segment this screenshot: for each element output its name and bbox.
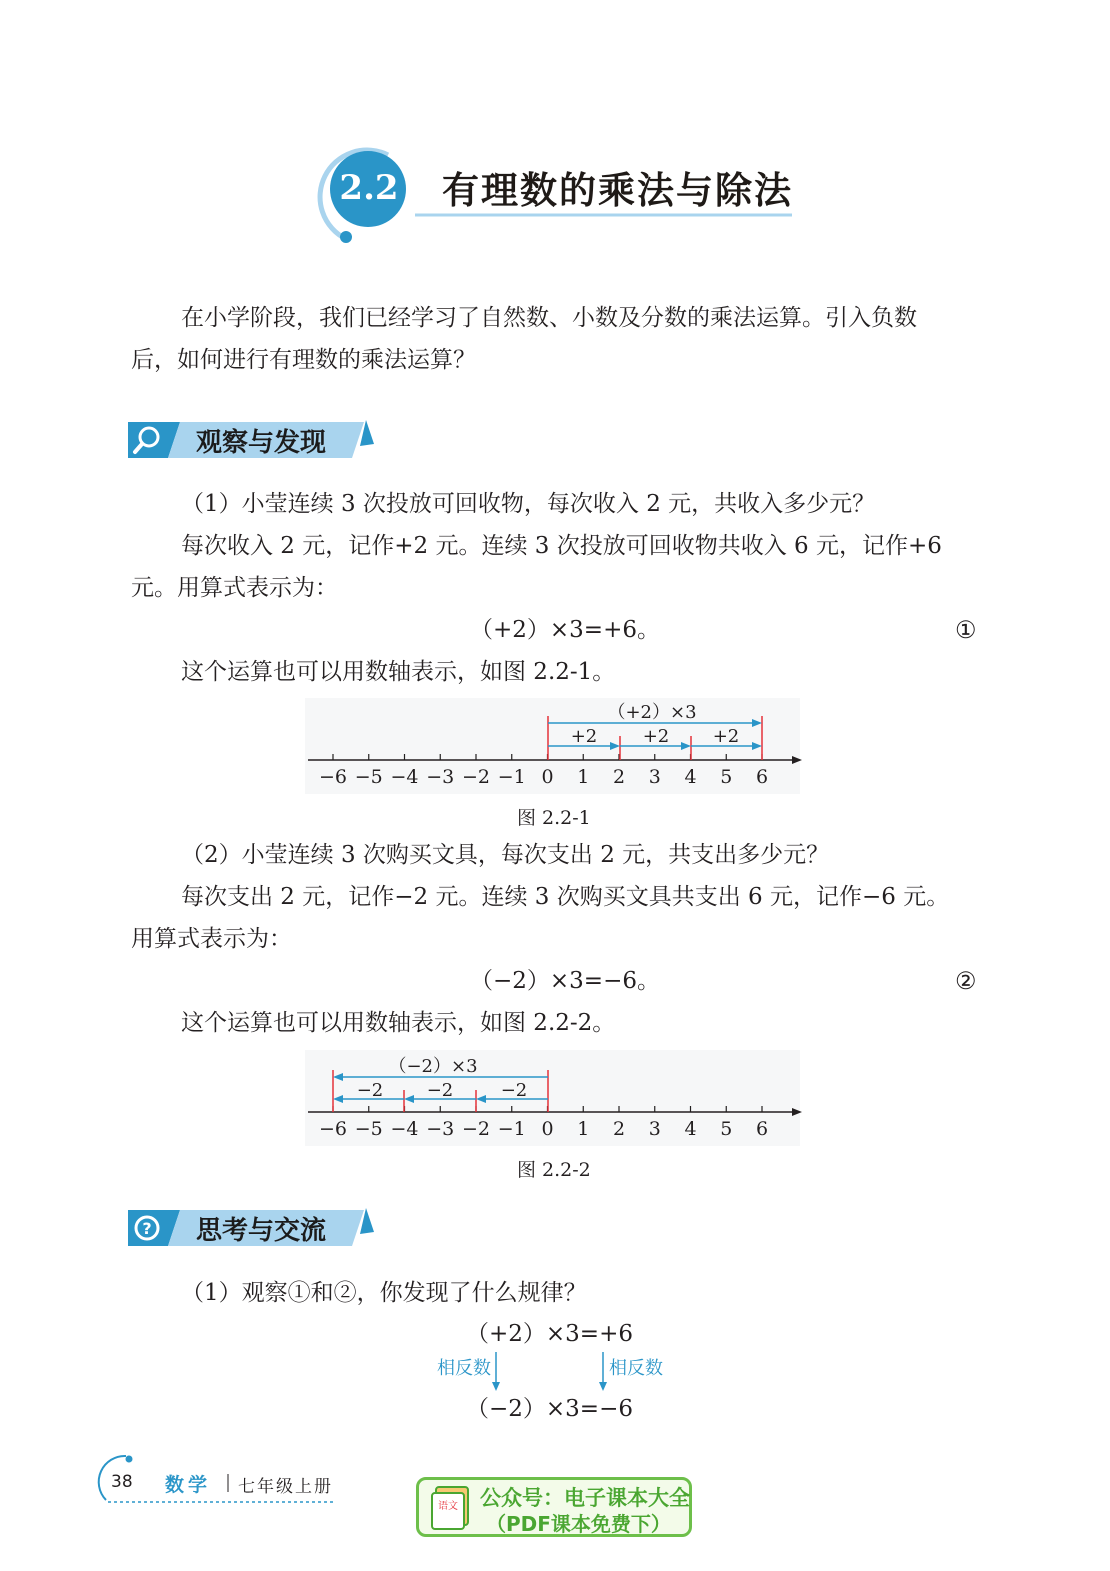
fig2-total-label: （−2）×3 [388, 1056, 478, 1077]
fig1-step-label: +2 [570, 726, 598, 747]
think-eq-bottom: （−2）×3=−6 [466, 1396, 633, 1422]
observe-q2: （2）小莹连续 3 次购买文具，每次支出 2 元，共支出多少元？ [181, 842, 830, 868]
axis-tick-label: 2 [612, 766, 626, 788]
fig2-step-label: −2 [356, 1080, 384, 1101]
axis-tick-label: 5 [720, 766, 733, 788]
footer-book: 七年级上册 [238, 1477, 333, 1497]
equation-1: （+2）×3=+6。 [470, 617, 660, 643]
axis-tick-label: −5 [354, 766, 383, 788]
figure-2-2-1 [300, 696, 810, 796]
section-number: 2.2 [339, 168, 399, 208]
svg-text:?: ? [142, 1219, 152, 1238]
equation-1-note: 这个运算也可以用数轴表示，如图 2.2-1。 [181, 659, 616, 685]
axis-tick-label: −6 [318, 766, 348, 788]
observe-a1-line-1: 每次收入 2 元，记作+2 元。连续 3 次投放可回收物共收入 6 元，记作+6 [181, 533, 942, 559]
fig1-total-label: （+2）×3 [607, 702, 697, 723]
watermark-line-1: 公众号：电子课本大全 [480, 1486, 690, 1510]
axis-tick-label: 3 [648, 1118, 661, 1140]
equation-2-mark: ② [955, 967, 977, 995]
watermark-line-2: （PDF课本免费下） [486, 1512, 671, 1536]
axis-tick-label: 4 [684, 1118, 697, 1140]
equation-2: （−2）×3=−6。 [470, 968, 660, 994]
axis-tick-label: 3 [648, 766, 661, 788]
axis-tick-label: 0 [541, 1118, 554, 1140]
axis-tick-label: −6 [318, 1118, 348, 1140]
footer-subject: 数学 [165, 1474, 212, 1496]
fig1-step-label: +2 [712, 726, 740, 747]
think-q1: （1）观察①和②，你发现了什么规律？ [181, 1280, 587, 1306]
observe-heading: 观察与发现 [196, 428, 327, 458]
equation-2-note: 这个运算也可以用数轴表示，如图 2.2-2。 [181, 1010, 616, 1036]
axis-tick-label: −3 [426, 766, 455, 788]
observe-a2-line-2: 用算式表示为： [131, 926, 292, 952]
left-opposite-note: 相反数 [437, 1358, 491, 1379]
axis-tick-label: −1 [497, 1118, 526, 1140]
axis-tick-label: −2 [461, 1118, 491, 1140]
page-number: 38 [111, 1472, 133, 1492]
fig1-caption: 图 2.2-1 [517, 807, 591, 829]
think-eq-top: （+2）×3=+6 [466, 1321, 633, 1347]
axis-tick-label: 5 [720, 1118, 733, 1140]
think-heading: 思考与交流 [196, 1216, 327, 1246]
observe-q1: （1）小莹连续 3 次投放可回收物，每次收入 2 元，共收入多少元？ [181, 491, 876, 517]
axis-tick-label: −2 [461, 766, 491, 788]
equation-1-mark: ① [955, 616, 977, 644]
axis-tick-label: 6 [755, 766, 769, 788]
intro-line-2: 后，如何进行有理数的乘法运算？ [131, 347, 476, 373]
title-dot [340, 231, 352, 243]
axis-tick-label: 2 [612, 1118, 626, 1140]
fig2-caption: 图 2.2-2 [517, 1159, 591, 1181]
opposite-arrows [485, 1350, 615, 1392]
observe-a1-line-2: 元。用算式表示为： [131, 575, 338, 601]
fig2-step-label: −2 [426, 1080, 454, 1101]
axis-tick-label: 0 [541, 766, 554, 788]
axis-tick-label: 4 [684, 766, 697, 788]
intro-line-1: 在小学阶段，我们已经学习了自然数、小数及分数的乘法运算。引入负数 [181, 305, 917, 331]
axis-tick-label: 1 [577, 1118, 590, 1140]
axis-tick-label: 1 [577, 766, 590, 788]
axis-tick-label: −4 [390, 1118, 419, 1140]
section-title: 有理数的乘法与除法 [442, 169, 793, 212]
axis-tick-label: −1 [497, 766, 526, 788]
observe-a2-line-1: 每次支出 2 元，记作−2 元。连续 3 次购买文具共支出 6 元，记作−6 元。 [181, 884, 950, 910]
axis-tick-label: −3 [426, 1118, 455, 1140]
book-icon [428, 1483, 476, 1533]
fig2-step-label: −2 [500, 1080, 528, 1101]
fig1-step-label: +2 [642, 726, 670, 747]
axis-tick-label: −5 [354, 1118, 383, 1140]
right-opposite-note: 相反数 [609, 1358, 663, 1379]
axis-tick-label: −4 [390, 766, 419, 788]
book-icon-label: 语文 [438, 1501, 458, 1512]
figure-2-2-2 [300, 1048, 810, 1148]
axis-tick-label: 6 [755, 1118, 769, 1140]
